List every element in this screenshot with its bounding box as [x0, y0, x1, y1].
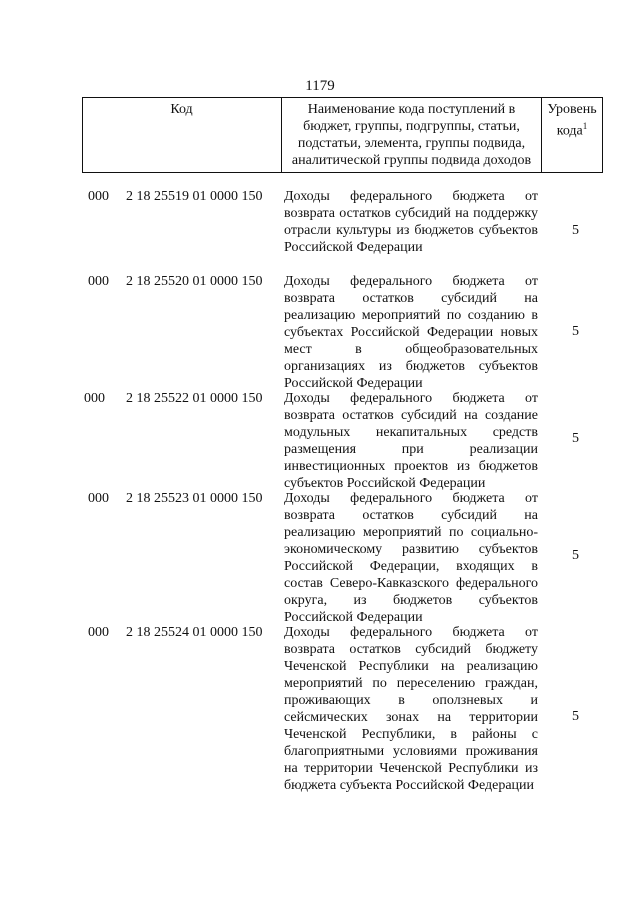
code-level: 5	[572, 223, 579, 238]
header-level-footnote: 1	[582, 121, 588, 131]
header-top-rule	[82, 97, 602, 98]
income-code: 2 18 25519 01 0000 150	[126, 189, 263, 204]
admin-code: 000	[88, 625, 109, 640]
income-name: Доходы федерального бюджета от возврата остатков субсидий на поддержку отрасли культуры из бюджетов субъектов Российской Федерации	[284, 189, 538, 255]
income-name: Доходы федерального бюджета от возврата остатков субсидий на реализацию мероприятий по созданию в субъектах Российской Федерации новых мест в общеобразовательных организациях из бюджетов субъектов Российской Федерации	[284, 274, 538, 391]
page-number: 1179	[305, 78, 335, 94]
income-name: Доходы федерального бюджета от возврата остатков субсидий бюджету Чеченской Республики на реализацию мероприятий по переселению граждан, проживающих в оползневых и сейсмических зонах на территории Чеченской Республики, в районы с благоприятными условиями проживания на территории Чеченской Республики из бюджета субъекта Российской Федерации	[284, 625, 538, 793]
admin-code: 000	[84, 391, 105, 406]
admin-code: 000	[88, 274, 109, 289]
header-bottom-rule	[82, 172, 602, 173]
header-right-border	[602, 97, 603, 173]
code-level: 5	[572, 709, 579, 724]
header-level	[542, 101, 602, 140]
code-level: 5	[572, 324, 579, 339]
admin-code: 000	[88, 491, 109, 506]
income-code: 2 18 25523 01 0000 150	[126, 491, 263, 506]
header-level-label: Уровень кода	[547, 102, 597, 139]
admin-code: 000	[88, 189, 109, 204]
income-code: 2 18 25520 01 0000 150	[126, 274, 263, 289]
code-level: 5	[572, 548, 579, 563]
header-name: Наименование кода поступлений в бюджет, группы, подгруппы, статьи, подстатьи, элемента, группы подвида, аналитической группы подвида доходов	[291, 102, 532, 168]
header-code: Код	[170, 102, 193, 117]
income-code: 2 18 25524 01 0000 150	[126, 625, 263, 640]
income-name: Доходы федерального бюджета от возврата остатков субсидий на реализацию мероприятий по социально-экономическому развитию субъектов Российской Федерации, входящих в состав Северо-Кавказского федерального округа, из бюджетов субъектов Российской Федерации	[284, 491, 538, 625]
income-name: Доходы федерального бюджета от возврата остатков субсидий на создание модульных некапитальных средств размещения при реализации инвестиционных проектов из бюджетов субъектов Российской Федерации	[284, 391, 538, 491]
income-code: 2 18 25522 01 0000 150	[126, 391, 263, 406]
code-level: 5	[572, 431, 579, 446]
